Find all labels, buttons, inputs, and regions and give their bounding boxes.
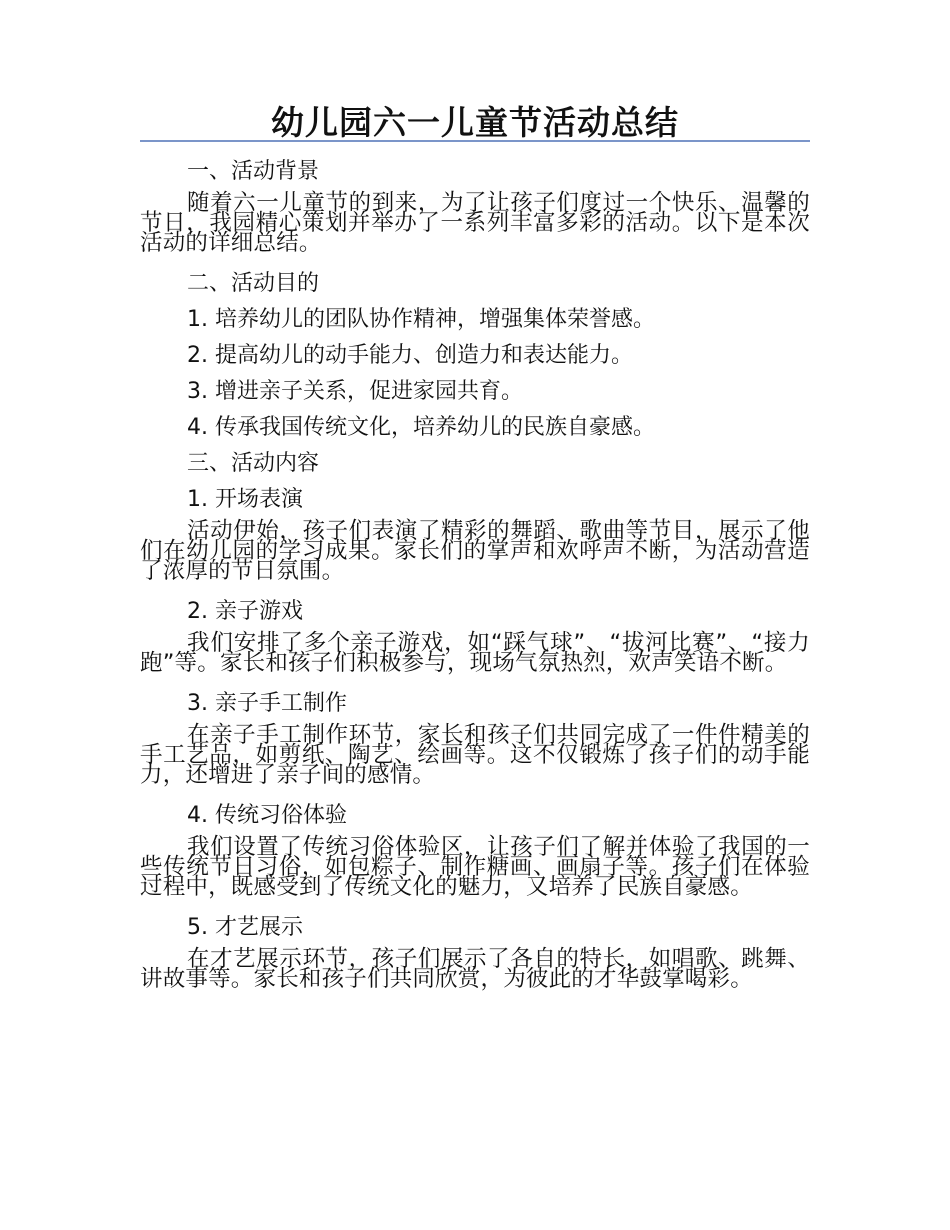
paragraph-parent-child-games: 我们安排了多个亲子游戏，如“踩气球”、“拔河比赛”、“接力跑”等。家长和孩子们积极参与，现场气氛热烈，欢声笑语不断。 (140, 630, 810, 676)
document-title: 幼儿园六一儿童节活动总结 (271, 103, 679, 142)
subheading-parent-child-games: 2. 亲子游戏 (187, 599, 303, 624)
subheading-opening-show: 1. 开场表演 (187, 487, 303, 512)
goal-item-4: 4. 传承我国传统文化，培养幼儿的民族自豪感。 (187, 415, 655, 440)
goal-item-1: 1. 培养幼儿的团队协作精神，增强集体荣誉感。 (187, 307, 655, 332)
paragraph-opening-show: 活动伊始，孩子们表演了精彩的舞蹈、歌曲等节目，展示了他们在幼儿园的学习成果。家长们的掌声和欢呼声不断，为活动营造了浓厚的节日氛围。 (140, 518, 810, 584)
paragraph-background: 随着六一儿童节的到来，为了让孩子们度过一个快乐、温馨的节日，我园精心策划并举办了一系列丰富多彩的活动。以下是本次活动的详细总结。 (140, 190, 810, 256)
section-heading-goals: 二、活动目的 (187, 271, 320, 296)
subheading-talent-show: 5. 才艺展示 (187, 915, 303, 940)
goal-item-2: 2. 提高幼儿的动手能力、创造力和表达能力。 (187, 343, 633, 368)
paragraph-talent-show: 在才艺展示环节，孩子们展示了各自的特长，如唱歌、跳舞、讲故事等。家长和孩子们共同欣赏，为彼此的才华鼓掌喝彩。 (140, 946, 810, 992)
goal-item-3: 3. 增进亲子关系，促进家园共育。 (187, 379, 523, 404)
subheading-handcraft: 3. 亲子手工制作 (187, 691, 347, 716)
document-body (140, 157, 810, 1005)
paragraph-handcraft: 在亲子手工制作环节，家长和孩子们共同完成了一件件精美的手工艺品，如剪纸、陶艺、绘画等。这不仅锻炼了孩子们的动手能力，还增进了亲子间的感情。 (140, 722, 810, 788)
section-heading-content: 三、活动内容 (187, 451, 320, 476)
section-heading-background: 一、活动背景 (187, 159, 320, 184)
title-underline (140, 140, 810, 142)
paragraph-traditional-customs: 我们设置了传统习俗体验区，让孩子们了解并体验了我国的一些传统节日习俗，如包粽子、制作糖画、画扇子等。孩子们在体验过程中，既感受到了传统文化的魅力，又培养了民族自豪感。 (140, 834, 810, 900)
subheading-traditional-customs: 4. 传统习俗体验 (187, 803, 347, 828)
